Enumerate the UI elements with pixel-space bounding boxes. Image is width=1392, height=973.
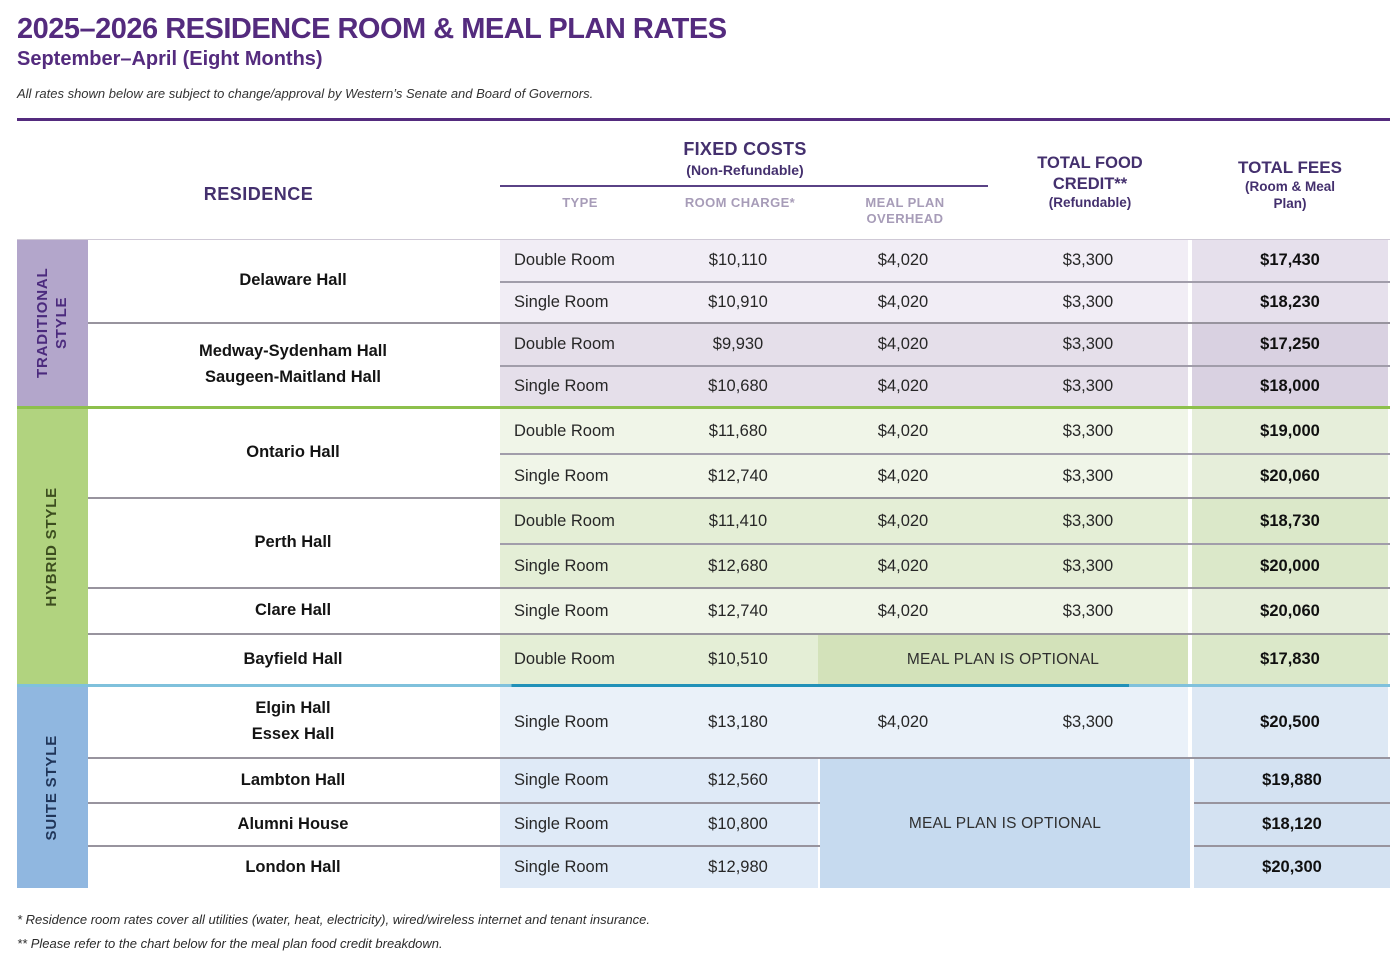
meal-plan-optional-note: MEAL PLAN IS OPTIONAL (820, 759, 1190, 888)
hall-group-alumni (88, 802, 820, 845)
hall-name: Lambton Hall (88, 759, 500, 802)
room-type: Double Room (500, 499, 658, 543)
meal-plan-overhead: $4,020 (818, 367, 988, 406)
total-food-credit: $3,300 (988, 409, 1188, 453)
total-fees: $20,500 (1188, 687, 1388, 757)
total-food-credit: $3,300 (988, 589, 1188, 633)
hall-group-perth (88, 497, 1390, 587)
page-title: 2025–2026 RESIDENCE ROOM & MEAL PLAN RATES (17, 13, 727, 45)
hall-group-medway-saugeen (88, 322, 1390, 406)
section-hybrid-style (17, 409, 1390, 684)
meal-plan-overhead: $4,020 (818, 499, 988, 543)
hall-name: Perth Hall (88, 499, 500, 587)
col-header-type: TYPE (562, 195, 598, 210)
meal-plan-overhead: $4,020 (818, 687, 988, 757)
room-charge: $10,680 (658, 367, 818, 406)
hall-group-elgin-essex (88, 687, 1390, 757)
hall-group-clare (88, 587, 1390, 633)
table-row (500, 635, 1390, 684)
col-header-total-food-credit: TOTAL FOOD CREDIT** (Refundable) (1037, 154, 1143, 211)
fixed-costs-sublabels (500, 195, 990, 226)
col-group-fixed-costs (500, 131, 990, 239)
total-food-credit: $3,300 (988, 455, 1188, 497)
room-charge: $9,930 (658, 324, 818, 365)
total-food-credit: $3,300 (988, 545, 1188, 587)
room-type: Double Room (500, 635, 658, 684)
meal-plan-overhead: $4,020 (818, 324, 988, 365)
meal-plan-overhead: $4,020 (818, 240, 988, 281)
room-type: Double Room (500, 240, 658, 281)
approval-note: All rates shown below are subject to change/approval by Western’s Senate and Board of Governors. (17, 86, 594, 101)
total-fees: $20,060 (1188, 455, 1388, 497)
total-fees: $18,730 (1188, 499, 1388, 543)
hall-name: Delaware Hall (88, 240, 500, 322)
meal-plan-overhead: $4,020 (818, 545, 988, 587)
table-row (500, 543, 1390, 587)
total-fees: $19,000 (1188, 409, 1388, 453)
fixed-costs-underline (500, 185, 988, 187)
meal-plan-optional-note: MEAL PLAN IS OPTIONAL (818, 635, 1188, 684)
room-charge: $10,510 (658, 635, 818, 684)
total-fees: $20,060 (1188, 589, 1388, 633)
table-row (500, 240, 1390, 281)
total-fees: $18,000 (1188, 367, 1388, 406)
room-charge: $11,680 (658, 409, 818, 453)
hall-group-lambton (88, 759, 820, 802)
total-food-credit: $3,300 (988, 240, 1188, 281)
room-type: Single Room (500, 759, 658, 802)
total-fees: $20,000 (1188, 545, 1388, 587)
room-type: Single Room (500, 687, 658, 757)
table-row (500, 453, 1390, 497)
meal-plan-overhead: $4,020 (818, 409, 988, 453)
table-row (500, 365, 1390, 406)
fixed-costs-title: FIXED COSTS (683, 139, 807, 159)
hall-group-delaware (88, 240, 1390, 322)
total-fees: $18,230 (1188, 283, 1388, 322)
rates-table (17, 239, 1390, 888)
room-type: Single Room (500, 545, 658, 587)
room-charge: $12,680 (658, 545, 818, 587)
total-fees: $17,430 (1188, 240, 1388, 281)
col-header-room-charge: ROOM CHARGE* (684, 195, 796, 210)
footnote-food-credit: ** Please refer to the chart below for the meal plan food credit breakdown. (17, 936, 443, 952)
table-row (500, 409, 1390, 453)
room-type: Double Room (500, 324, 658, 365)
hall-name: Alumni House (88, 804, 500, 845)
meal-plan-overhead: $4,020 (818, 283, 988, 322)
col-header-total-fees: TOTAL FEES (Room & Meal Plan) (1238, 158, 1342, 212)
room-type: Single Room (500, 455, 658, 497)
total-fees: $18,120 (1194, 802, 1390, 845)
table-row (500, 281, 1390, 322)
hall-name: Elgin Hall Essex Hall (88, 687, 500, 757)
hall-name: Ontario Hall (88, 409, 500, 497)
fixed-costs-subtitle: (Non-Refundable) (686, 162, 804, 178)
room-type: Double Room (500, 409, 658, 453)
room-charge: $10,110 (658, 240, 818, 281)
table-row (500, 687, 1390, 757)
total-food-credit: $3,300 (988, 283, 1188, 322)
total-food-credit: $3,300 (988, 367, 1188, 406)
room-type: Single Room (500, 804, 658, 845)
room-charge: $13,180 (658, 687, 818, 757)
col-header-meal-plan-overhead: MEAL PLAN OVERHEAD (865, 195, 945, 226)
room-charge: $10,800 (658, 804, 818, 845)
section-label-suite: SUITE STYLE (17, 687, 88, 888)
hall-group-ontario (88, 409, 1390, 497)
total-fees: $19,880 (1194, 759, 1390, 802)
total-fees: $17,250 (1188, 324, 1388, 365)
room-type: Single Room (500, 283, 658, 322)
section-label-hybrid: HYBRID STYLE (17, 409, 88, 684)
room-type: Single Room (500, 589, 658, 633)
section-label-traditional: TRADITIONAL STYLE (17, 240, 88, 406)
room-type: Single Room (500, 367, 658, 406)
total-food-credit: $3,300 (988, 324, 1188, 365)
total-food-credit: $3,300 (988, 499, 1188, 543)
room-charge: $12,980 (658, 847, 818, 888)
page-subtitle: September–April (Eight Months) (17, 48, 323, 70)
total-fees: $17,830 (1188, 635, 1388, 684)
meal-plan-overhead: $4,020 (818, 589, 988, 633)
table-row (500, 324, 1390, 365)
hall-group-bayfield (88, 633, 1390, 684)
hall-name: London Hall (88, 847, 500, 888)
hall-name: Clare Hall (88, 589, 500, 633)
total-fees: $20,300 (1194, 845, 1390, 888)
total-food-credit: $3,300 (988, 687, 1188, 757)
room-type: Single Room (500, 847, 658, 888)
room-charge: $12,560 (658, 759, 818, 802)
section-traditional-style (17, 240, 1390, 406)
footnotes (17, 908, 1390, 956)
hall-name: Bayfield Hall (88, 635, 500, 684)
hall-group-london (88, 845, 820, 888)
footnote-room-rates: * Residence room rates cover all utilities (water, heat, electricity), wired/wireless internet and tenant insurance. (17, 912, 650, 927)
section-suite-style (17, 687, 1390, 888)
room-charge: $12,740 (658, 455, 818, 497)
table-row (500, 589, 1390, 633)
suite-meal-optional-block (88, 757, 1390, 888)
col-header-residence: RESIDENCE (203, 184, 314, 204)
meal-plan-overhead: $4,020 (818, 455, 988, 497)
room-charge: $12,740 (658, 589, 818, 633)
table-header (17, 131, 1390, 239)
room-charge: $10,910 (658, 283, 818, 322)
room-charge: $11,410 (658, 499, 818, 543)
title-divider (17, 118, 1390, 121)
table-row (500, 499, 1390, 543)
hall-name: Medway-Sydenham Hall Saugeen-Maitland Hall (88, 324, 500, 406)
